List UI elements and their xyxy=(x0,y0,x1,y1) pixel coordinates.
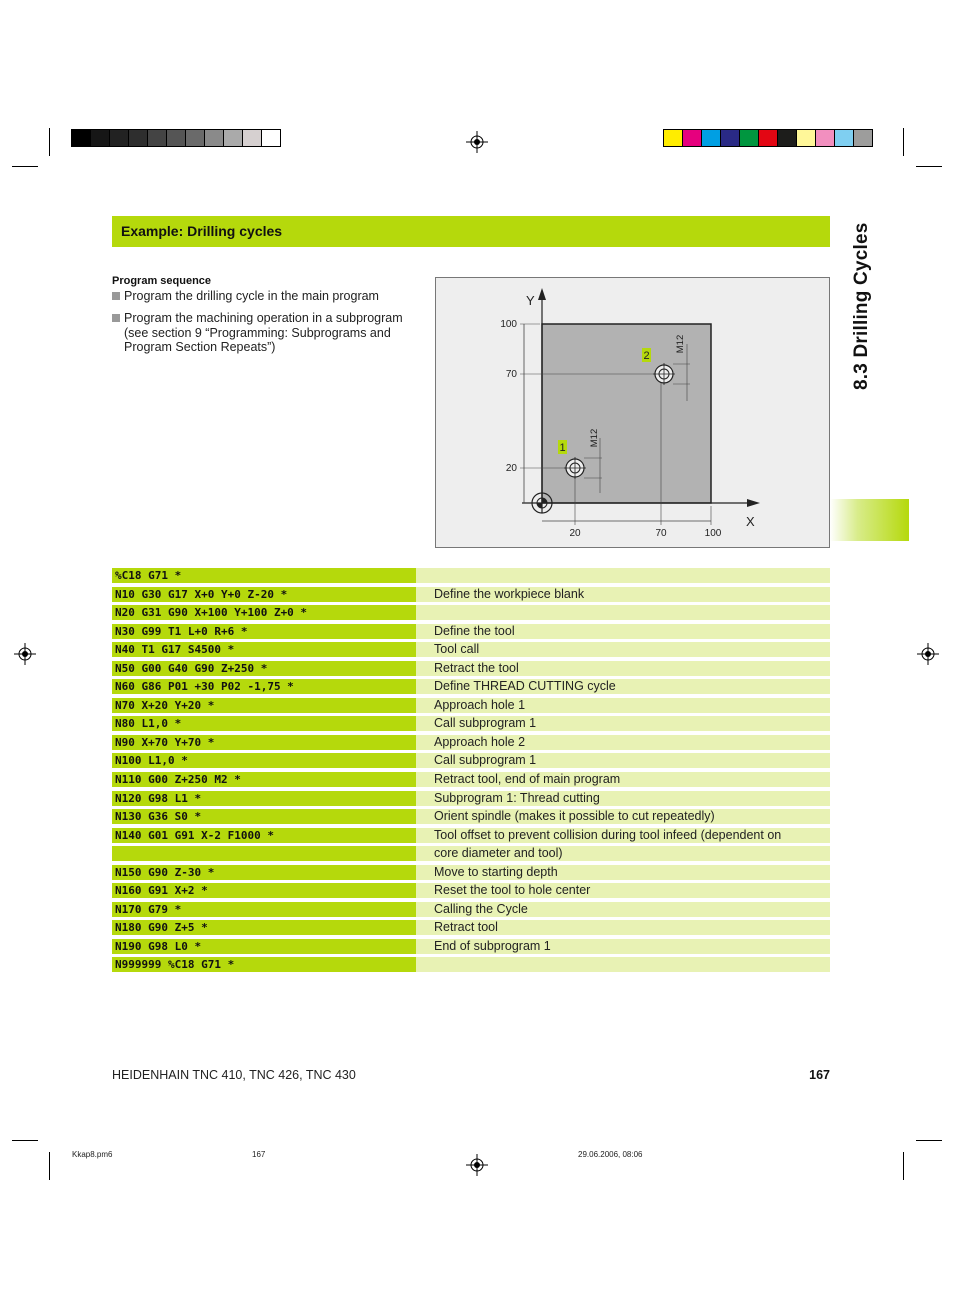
description-cell: Define the tool xyxy=(416,624,830,639)
description-cell: Move to starting depth xyxy=(416,865,830,880)
program-listing-table xyxy=(112,567,830,975)
table-row xyxy=(112,938,830,957)
y-axis-label: Y xyxy=(526,293,535,308)
x-axis-arrow xyxy=(747,499,760,507)
nc-code-cell: N120 G98 L1 * xyxy=(112,791,416,806)
gray-swatch xyxy=(204,129,224,147)
table-row xyxy=(112,901,830,920)
thread-2-label: M12 xyxy=(675,334,686,354)
bullet-square-icon xyxy=(112,292,120,300)
color-swatch xyxy=(777,129,797,147)
table-row xyxy=(112,882,830,901)
description-cell: Call subprogram 1 xyxy=(416,753,830,768)
description-cell: Approach hole 2 xyxy=(416,735,830,750)
description-cell: Orient spindle (makes it possible to cut repeatedly) xyxy=(416,809,830,824)
description-cell: Approach hole 1 xyxy=(416,698,830,713)
description-cell: Tool offset to prevent collision during tool infeed (dependent on xyxy=(416,828,830,843)
table-row xyxy=(112,715,830,734)
x-axis-label: X xyxy=(746,514,755,529)
program-sequence-heading: Program sequence xyxy=(112,275,212,287)
table-row xyxy=(112,827,830,846)
x-tick-label: 20 xyxy=(569,528,581,539)
nc-code-cell: N140 G01 G91 X-2 F1000 * xyxy=(112,828,416,843)
description-cell: Define THREAD CUTTING cycle xyxy=(416,679,830,694)
hole-1-label: 1 xyxy=(559,442,566,454)
table-row xyxy=(112,790,830,809)
nc-code-cell: N60 G86 P01 +30 P02 -1,75 * xyxy=(112,679,416,694)
nc-code-cell: N170 G79 * xyxy=(112,902,416,917)
chapter-side-title: 8.3 Drilling Cycles xyxy=(851,222,872,390)
nc-code-cell: N150 G90 Z-30 * xyxy=(112,865,416,880)
table-row xyxy=(112,660,830,679)
description-cell: Call subprogram 1 xyxy=(416,716,830,731)
thread-1-label: M12 xyxy=(589,428,600,448)
color-swatch xyxy=(796,129,816,147)
description-cell: Define the workpiece blank xyxy=(416,587,830,602)
nc-code-cell: N40 T1 G17 S4500 * xyxy=(112,642,416,657)
description-cell: core diameter and tool) xyxy=(416,846,830,861)
gray-swatch xyxy=(261,129,281,147)
gray-swatch xyxy=(147,129,167,147)
footer-page-number: 167 xyxy=(809,1068,830,1082)
table-row xyxy=(112,697,830,716)
color-swatch xyxy=(758,129,778,147)
color-calibration-bar xyxy=(663,129,872,147)
y-tick-label: 70 xyxy=(505,369,517,380)
gray-swatch xyxy=(223,129,243,147)
color-swatch xyxy=(739,129,759,147)
description-cell: Calling the Cycle xyxy=(416,902,830,917)
nc-code-cell: N160 G91 X+2 * xyxy=(112,883,416,898)
nc-code-cell: N90 X+70 Y+70 * xyxy=(112,735,416,750)
nc-code-cell: N50 G00 G40 G90 Z+250 * xyxy=(112,661,416,676)
registration-mark-top xyxy=(466,131,488,153)
nc-code-cell: N190 G98 L0 * xyxy=(112,939,416,954)
table-row xyxy=(112,919,830,938)
registration-mark-bottom xyxy=(466,1154,488,1176)
nc-code-cell: N80 L1,0 * xyxy=(112,716,416,731)
description-cell xyxy=(416,568,830,583)
gray-swatch xyxy=(185,129,205,147)
description-cell xyxy=(416,605,830,620)
section-title: Example: Drilling cycles xyxy=(121,223,283,239)
nc-code-cell: N999999 %C18 G71 * xyxy=(112,957,416,972)
description-cell xyxy=(416,957,830,972)
slug-file: Kkap8.pm6 xyxy=(72,1150,113,1159)
side-thumb-tab xyxy=(830,499,909,541)
y-tick-label: 100 xyxy=(500,319,517,330)
color-swatch xyxy=(720,129,740,147)
bullet-square-icon xyxy=(112,314,120,322)
color-swatch xyxy=(834,129,854,147)
y-axis-arrow xyxy=(538,288,546,300)
description-cell: Retract tool xyxy=(416,920,830,935)
hole-2-label: 2 xyxy=(643,350,650,362)
nc-code-cell: N30 G99 T1 L+0 R+6 * xyxy=(112,624,416,639)
nc-code-cell xyxy=(112,846,416,861)
slug-date: 29.06.2006, 08:06 xyxy=(578,1150,643,1159)
gray-swatch xyxy=(242,129,262,147)
color-swatch xyxy=(853,129,873,147)
nc-code-cell: N110 G00 Z+250 M2 * xyxy=(112,772,416,787)
description-cell: Reset the tool to hole center xyxy=(416,883,830,898)
color-swatch xyxy=(663,129,683,147)
description-cell: Subprogram 1: Thread cutting xyxy=(416,791,830,806)
bullet-item: Program the machining operation in a subprogram (see section 9 “Programming: Subprograms and Program Section Repeats”) xyxy=(112,311,418,355)
gray-swatch xyxy=(109,129,129,147)
table-row xyxy=(112,808,830,827)
x-tick-label: 100 xyxy=(704,528,722,539)
table-row xyxy=(112,956,830,975)
workpiece-diagram xyxy=(435,277,830,548)
nc-code-cell: %C18 G71 * xyxy=(112,568,416,583)
nc-code-cell: N20 G31 G90 X+100 Y+100 Z+0 * xyxy=(112,605,416,620)
nc-code-cell: N130 G36 S0 * xyxy=(112,809,416,824)
nc-code-cell: N70 X+20 Y+20 * xyxy=(112,698,416,713)
gray-swatch xyxy=(71,129,91,147)
slug-page: 167 xyxy=(252,1150,266,1159)
y-tick-label: 20 xyxy=(505,463,517,474)
gray-swatch xyxy=(128,129,148,147)
nc-code-cell: N10 G30 G17 X+0 Y+0 Z-20 * xyxy=(112,587,416,602)
description-cell: Retract the tool xyxy=(416,661,830,676)
color-swatch xyxy=(682,129,702,147)
table-row xyxy=(112,734,830,753)
table-row xyxy=(112,567,830,586)
description-cell: End of subprogram 1 xyxy=(416,939,830,954)
table-row xyxy=(112,586,830,605)
nc-code-cell: N100 L1,0 * xyxy=(112,753,416,768)
description-cell: Tool call xyxy=(416,642,830,657)
table-row xyxy=(112,771,830,790)
table-row xyxy=(112,678,830,697)
color-swatch xyxy=(701,129,721,147)
x-tick-label: 70 xyxy=(655,528,667,539)
registration-mark-right xyxy=(917,643,939,665)
registration-mark-left xyxy=(14,643,36,665)
table-row xyxy=(112,604,830,623)
bullet-item: Program the drilling cycle in the main program xyxy=(112,289,418,304)
gray-swatch xyxy=(90,129,110,147)
table-row xyxy=(112,623,830,642)
footer-product: HEIDENHAIN TNC 410, TNC 426, TNC 430 xyxy=(112,1068,356,1082)
gray-swatch xyxy=(166,129,186,147)
nc-code-cell: N180 G90 Z+5 * xyxy=(112,920,416,935)
table-row xyxy=(112,845,830,864)
table-row xyxy=(112,864,830,883)
table-row xyxy=(112,752,830,771)
gray-calibration-bar xyxy=(71,129,280,147)
table-row xyxy=(112,641,830,660)
description-cell: Retract tool, end of main program xyxy=(416,772,830,787)
color-swatch xyxy=(815,129,835,147)
